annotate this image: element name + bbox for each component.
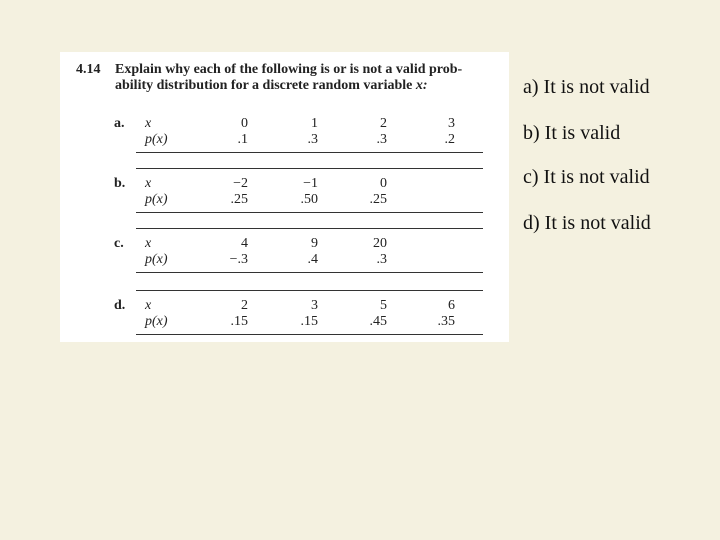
p-value: .4 bbox=[307, 252, 318, 267]
table-rule bbox=[136, 168, 483, 169]
x-value: 3 bbox=[448, 116, 455, 131]
x-label: x bbox=[145, 298, 152, 313]
x-value: 1 bbox=[311, 116, 318, 131]
p-value: .50 bbox=[300, 192, 318, 207]
p-value: .3 bbox=[376, 252, 387, 267]
p-label: p(x) bbox=[145, 132, 168, 147]
x-value: 3 bbox=[311, 298, 318, 313]
part-b-p-row bbox=[60, 192, 509, 208]
answer-a: a) It is not valid bbox=[523, 76, 650, 98]
problem-statement bbox=[115, 62, 495, 94]
p-label: p(x) bbox=[145, 192, 168, 207]
answer-c: c) It is not valid bbox=[523, 166, 650, 188]
problem-image bbox=[60, 52, 509, 342]
table-rule bbox=[136, 334, 483, 335]
x-value: 9 bbox=[311, 236, 318, 251]
part-d-x-row bbox=[60, 298, 509, 314]
part-d-p-row bbox=[60, 314, 509, 330]
part-label: a. bbox=[114, 116, 125, 131]
x-value: 6 bbox=[448, 298, 455, 313]
x-value: 5 bbox=[380, 298, 387, 313]
part-c-x-row bbox=[60, 236, 509, 252]
part-a-x-row bbox=[60, 116, 509, 132]
part-label: d. bbox=[114, 298, 126, 313]
p-label: p(x) bbox=[145, 314, 168, 329]
p-value: .25 bbox=[230, 192, 248, 207]
p-value: .15 bbox=[230, 314, 248, 329]
answer-d: d) It is not valid bbox=[523, 212, 651, 234]
x-value: −1 bbox=[303, 176, 318, 191]
table-rule bbox=[136, 228, 483, 229]
x-value: 20 bbox=[373, 236, 387, 251]
p-value: .2 bbox=[444, 132, 455, 147]
part-b-x-row bbox=[60, 176, 509, 192]
x-value: 2 bbox=[380, 116, 387, 131]
table-rule bbox=[136, 290, 483, 291]
x-label: x bbox=[145, 236, 152, 251]
table-rule bbox=[136, 212, 483, 213]
p-label: p(x) bbox=[145, 252, 168, 267]
part-c-p-row bbox=[60, 252, 509, 268]
x-value: 4 bbox=[241, 236, 248, 251]
x-value: −2 bbox=[233, 176, 248, 191]
p-value: .15 bbox=[300, 314, 318, 329]
p-value: .25 bbox=[369, 192, 387, 207]
x-label: x bbox=[145, 116, 152, 131]
x-label: x bbox=[145, 176, 152, 191]
p-value: .3 bbox=[307, 132, 318, 147]
problem-variable: x: bbox=[415, 78, 428, 93]
problem-number: 4.14 bbox=[76, 62, 101, 77]
p-value: .3 bbox=[376, 132, 387, 147]
x-value: 2 bbox=[241, 298, 248, 313]
part-a-p-row bbox=[60, 132, 509, 148]
problem-statement-line2: ability distribution for a discrete random variable bbox=[115, 78, 413, 93]
problem-statement-line1: Explain why each of the following is or is not a valid prob- bbox=[115, 62, 463, 77]
table-rule bbox=[136, 272, 483, 273]
x-value: 0 bbox=[380, 176, 387, 191]
p-value: .45 bbox=[369, 314, 387, 329]
part-label: b. bbox=[114, 176, 126, 191]
part-label: c. bbox=[114, 236, 124, 251]
p-value: .1 bbox=[237, 132, 248, 147]
table-rule bbox=[136, 152, 483, 153]
answer-b: b) It is valid bbox=[523, 122, 621, 144]
p-value: −.3 bbox=[229, 252, 248, 267]
p-value: .35 bbox=[437, 314, 455, 329]
x-value: 0 bbox=[241, 116, 248, 131]
